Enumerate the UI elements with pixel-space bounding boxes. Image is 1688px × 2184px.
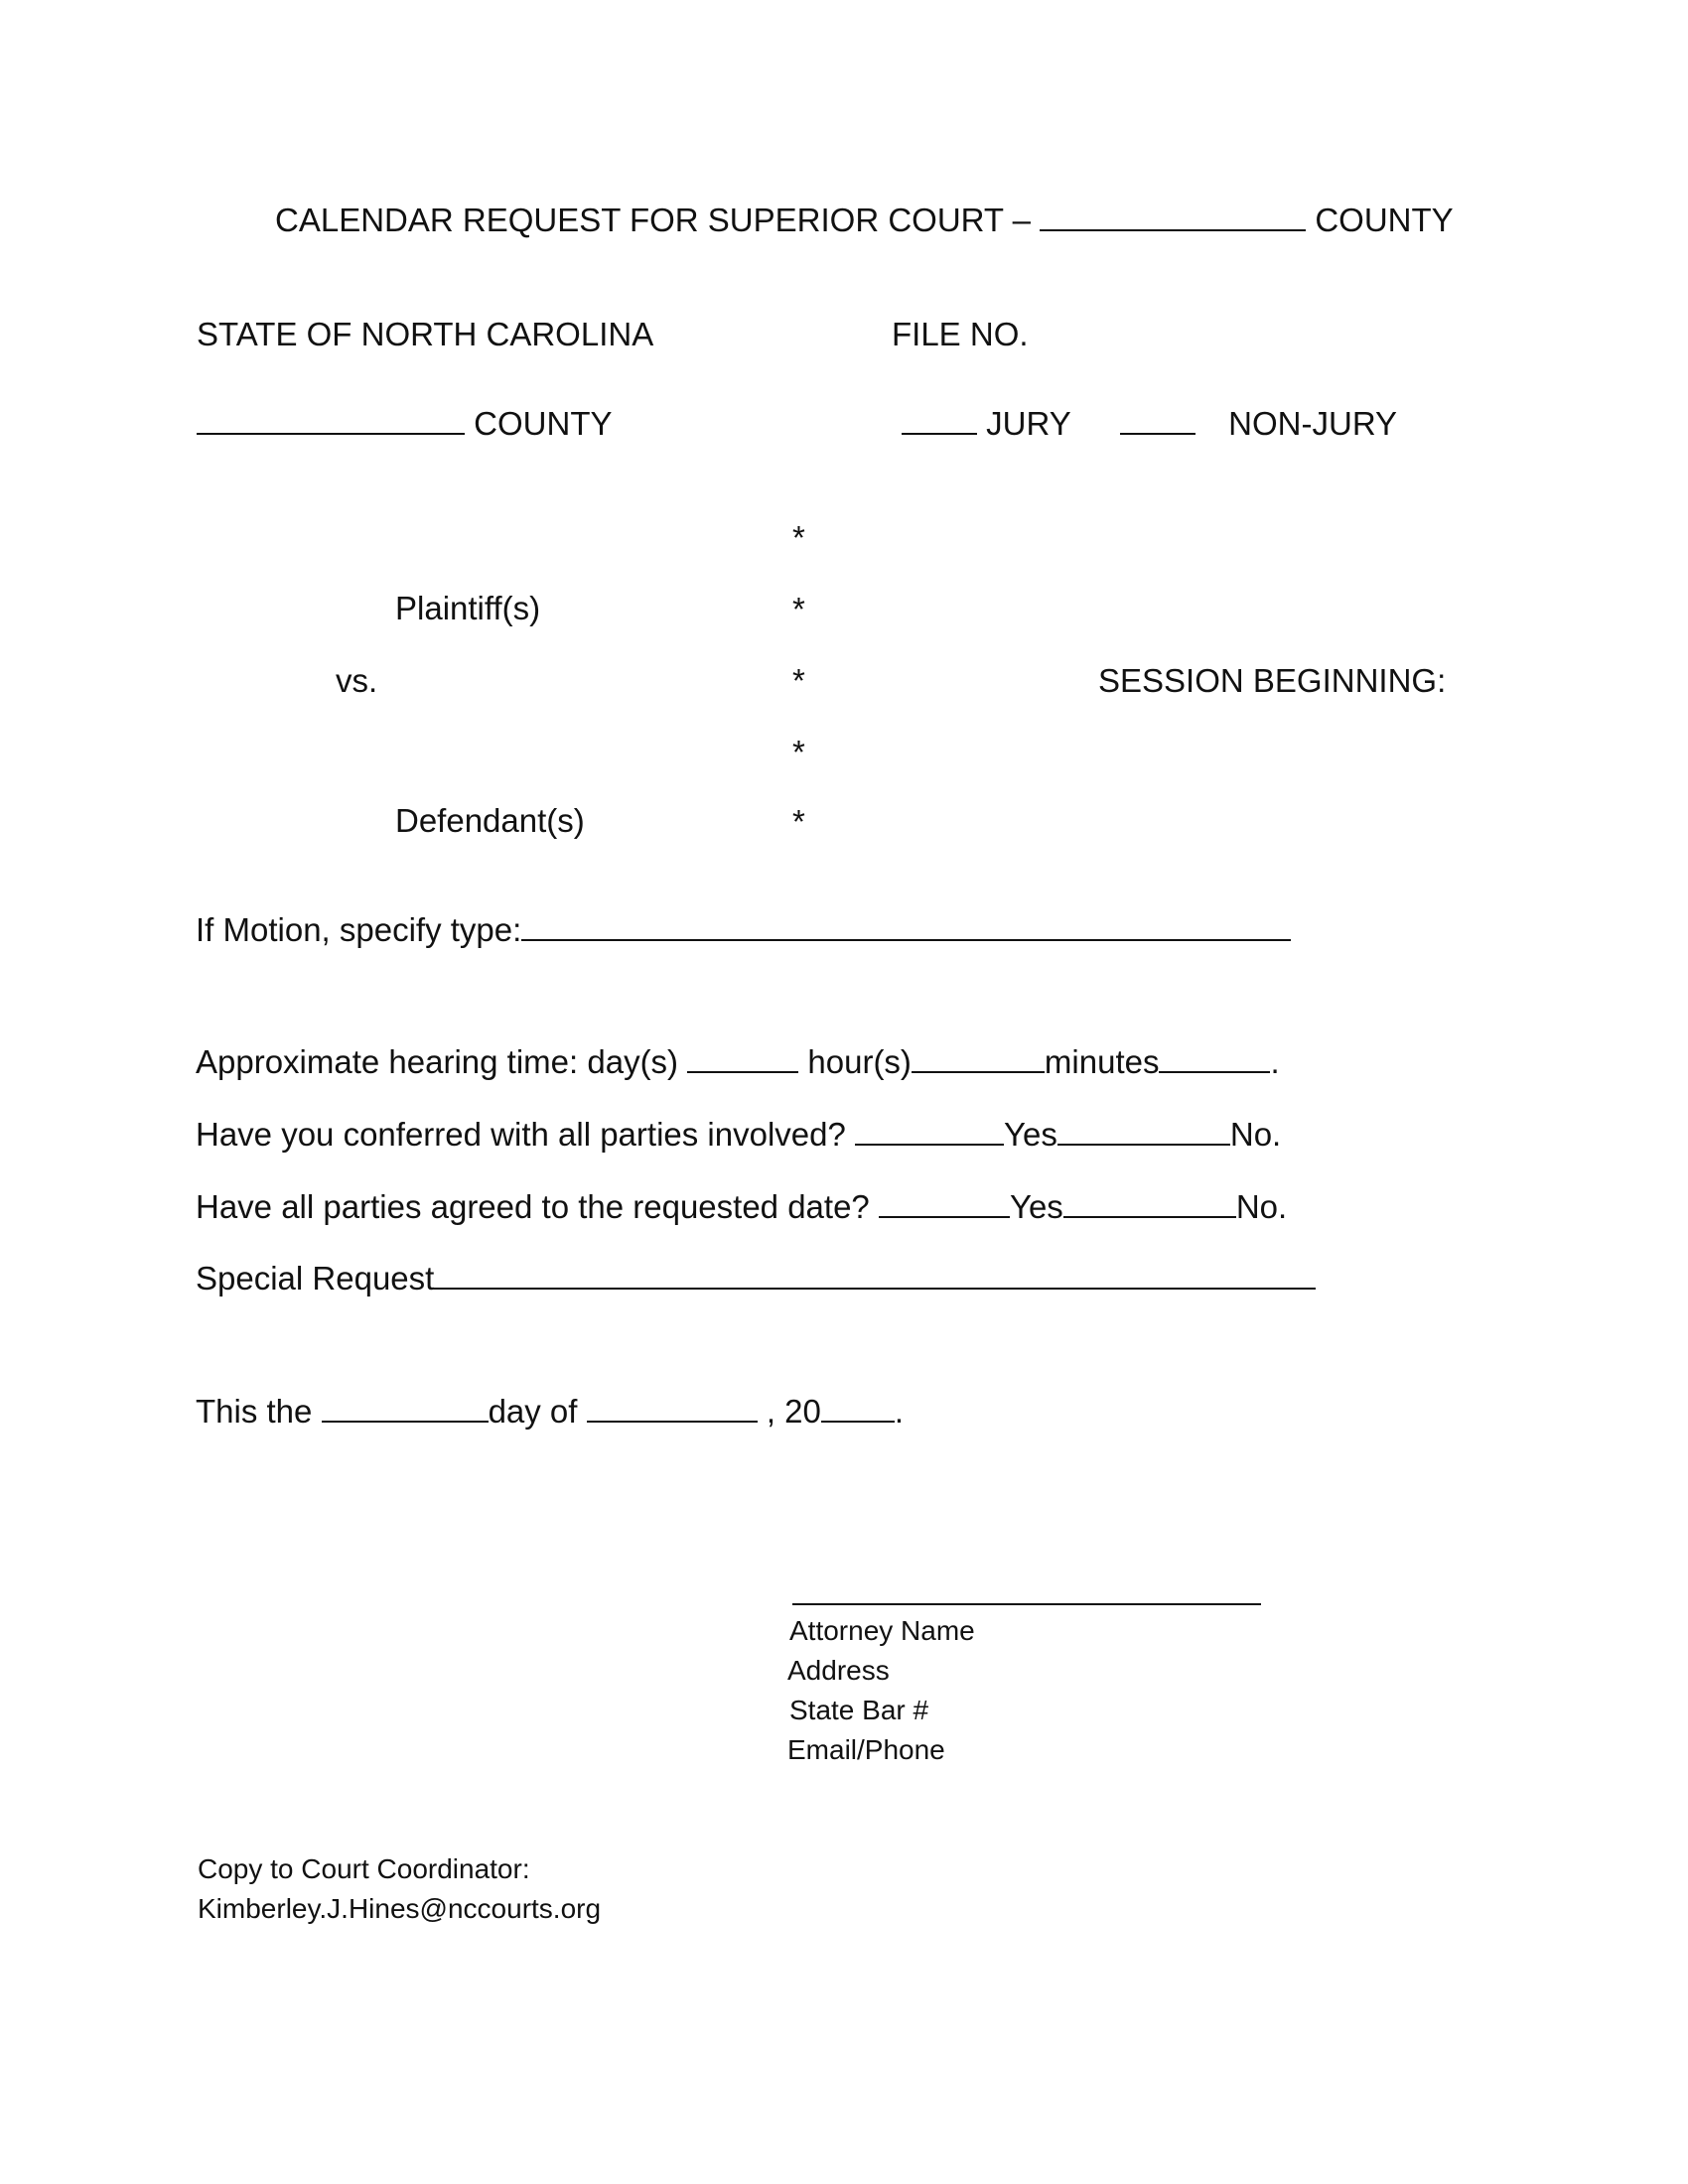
attorney-name: Attorney Name [789,1615,975,1646]
special-request-row [196,1259,1316,1298]
county-label: COUNTY [474,405,613,442]
motion-label: If Motion, specify type: [196,911,522,948]
conferred-yes-blank[interactable] [855,1116,1004,1146]
date-period: . [894,1393,905,1430]
jury-blank[interactable] [902,405,977,435]
hours-label: hour(s) [807,1043,912,1080]
conferred-no-label: No. [1229,1116,1282,1153]
hearing-period: . [1270,1043,1280,1080]
nonjury-option [1120,404,1397,444]
attorney-address: Address [787,1655,890,1686]
agreed-yes-blank[interactable] [879,1188,1010,1218]
agreed-no-blank[interactable] [1063,1188,1236,1218]
session-beginning-label: SESSION BEGINNING: [1098,662,1447,699]
title-county-blank[interactable] [1040,202,1306,231]
conferred-label: Have you conferred with all parties involved? [196,1116,846,1153]
nonjury-label: NON-JURY [1228,405,1398,442]
attorney-state-bar: State Bar # [789,1695,929,1725]
year-label: , 20 [766,1393,821,1430]
hours-blank[interactable] [912,1043,1045,1073]
copy-to-label: Copy to Court Coordinator: [198,1853,530,1884]
coordinator-email[interactable]: Kimberley.J.Hines@nccourts.org [198,1893,602,1924]
conferred-no-blank[interactable] [1057,1116,1230,1146]
conferred-yes-label: Yes [1004,1116,1057,1153]
motion-row [196,910,1291,950]
special-request-blank[interactable] [434,1260,1316,1290]
title-prefix: CALENDAR REQUEST FOR SUPERIOR COURT – [275,202,1031,238]
agreed-label: Have all parties agreed to the requested date? [196,1188,870,1225]
caption-star-1: * [792,519,805,556]
special-request-label: Special Request [196,1260,435,1297]
form-title [275,201,1454,240]
plaintiff-label: Plaintiff(s) [395,590,541,626]
caption-star-4: * [792,734,805,770]
jury-label: JURY [986,405,1071,442]
agreed-yes-label: Yes [1009,1188,1063,1225]
state-label: STATE OF NORTH CAROLINA [197,316,654,352]
this-the-label: This the [196,1393,313,1430]
minutes-label: minutes [1044,1043,1160,1080]
caption-star-2: * [792,591,805,627]
vs-label: vs. [336,662,378,699]
date-row [196,1392,904,1432]
days-blank[interactable] [687,1043,798,1073]
day-blank[interactable] [322,1393,489,1423]
agreed-no-label: No. [1235,1188,1288,1225]
jury-option [902,404,1071,444]
month-blank[interactable] [587,1393,758,1423]
hearing-days-label: Approximate hearing time: day(s) [196,1043,679,1080]
nonjury-blank[interactable] [1120,405,1196,435]
day-of-label: day of [488,1393,578,1430]
county-blank[interactable] [197,405,465,435]
hearing-time-row [196,1042,1280,1082]
caption-star-3: * [792,662,805,699]
title-county-label: COUNTY [1315,202,1454,238]
year-blank[interactable] [821,1393,895,1423]
minutes-blank[interactable] [1159,1043,1270,1073]
agreed-row [196,1187,1287,1227]
signature-line[interactable] [792,1603,1261,1605]
county-row [197,404,613,444]
conferred-row [196,1115,1281,1155]
file-no-label: FILE NO. [892,316,1029,352]
caption-star-5: * [792,803,805,840]
attorney-email-phone: Email/Phone [787,1734,945,1765]
motion-type-blank[interactable] [521,911,1291,941]
defendant-label: Defendant(s) [395,802,585,839]
